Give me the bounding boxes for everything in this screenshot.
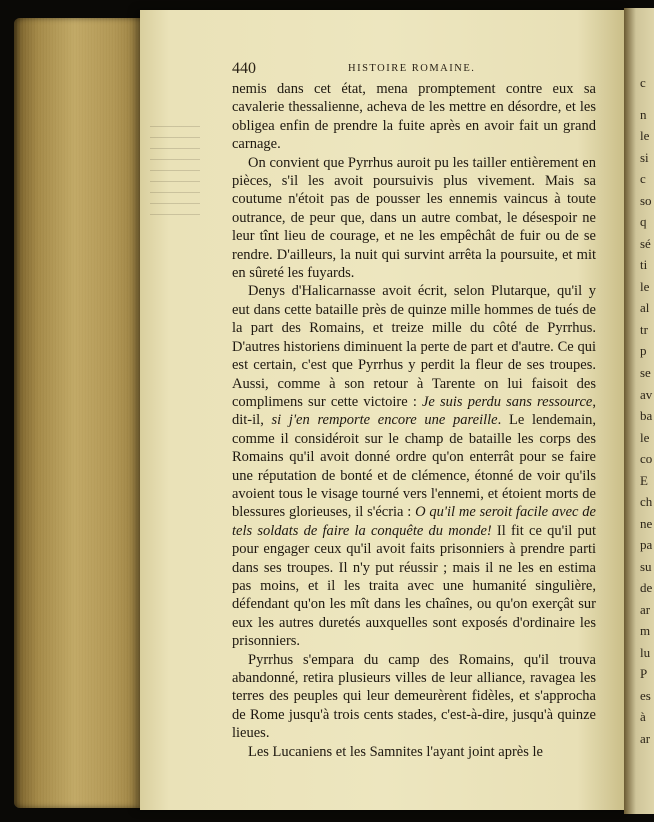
facing-page-fragment: le (640, 279, 650, 294)
facing-page-fragment: ba (640, 408, 653, 423)
facing-page-fragment: le (640, 128, 650, 143)
text-run: nemis dans cet état, mena promptement contre eux sa cavalerie thessalienne, acheva de les mettre en désordre, et les obligea enfin de prendre la fuite après en avoir fait un grand carnage. (232, 81, 596, 153)
facing-page-fragment: c (640, 171, 646, 186)
facing-page-fragment: lu (640, 645, 651, 660)
text-run: On convient que Pyrrhus auroit pu les tailler entièrement en pièces, s'il les avoit poursuivis plus vivement. Mais sa coutume n'étoit pas de pousser les ennemis vaincus à toute outrance, de peur que, dans un autre combat, le désespoir ne leur tînt lieu de courage, et ne les empêchât de fuir ou de se rendre. D'ailleurs, la nuit qui survint arrêta la poursuite, et mit en sûreté les fuyards. (232, 154, 596, 282)
facing-page-fragment: so (640, 193, 652, 208)
facing-page-fragment: al (640, 300, 650, 315)
paragraph (232, 651, 596, 743)
text-run: , dit-il, (232, 393, 596, 429)
facing-page-fragment: pa (640, 537, 653, 552)
text-run: Denys d'Halicarnasse avoit écrit, selon Plutarque, qu'il y eut dans cette bataille près de quinze mille hommes de tués de la part des Romains, et treize mille du côté de Pyrrhus. D'autres historiens diminuent la perte de part et d'autre. Ce qui est certain, c'est que Pyrrhus y perdit la fleur de ses troupes. Aussi, comme à son retour à Tarente on lui faisoit des complimens sur cette victoire : (232, 283, 596, 410)
facing-page-fragment: de (640, 580, 653, 595)
facing-page-fragment: tr (640, 322, 648, 337)
text-run: Pyrrhus s'empara du camp des Romains, qu'il trouva abandonné, retira plusieurs villes de leur alliance, ravagea les terres des peuples qui leur demeurèrent fidèles, et s'approcha de Rome jusqu'à trois cents stades, c'est-à-dire, jusqu'à quinze lieues. (232, 651, 596, 742)
paragraph (232, 80, 596, 154)
facing-page-fragment: co (640, 451, 653, 466)
page-header (232, 60, 594, 79)
facing-page-fragment: ar (640, 731, 651, 746)
bleed-through-text (150, 120, 200, 220)
facing-page-fragment: es (640, 688, 651, 703)
facing-page-fragment: se (640, 365, 651, 380)
italic-quote: Je suis perdu sans ressource (421, 393, 593, 410)
facing-page-fragment: P (640, 666, 648, 681)
paragraph (232, 743, 596, 761)
facing-page-fragment: ne (640, 516, 653, 531)
facing-page-fragment: n (640, 107, 647, 122)
running-title: HISTOIRE ROMAINE. (348, 63, 476, 74)
text-run: . Le lendemain, comme il considéroit sur le champ de bataille les corps des Romains qu'il avoit donné ordre qu'on enterrât pour se faire une réputation de bonté et de clémence, étonné de voir qu'ils avoient tous le visage tourné vers l'ennemi, et étoient morts de blessures glorieuses, il s'écria : (232, 412, 596, 521)
facing-page-fragment: sé (640, 236, 651, 251)
facing-page-fragment: à (640, 709, 646, 724)
facing-page-fragment: su (640, 559, 652, 574)
facing-page-fragment: ti (640, 257, 648, 272)
facing-page-fragment: ar (640, 602, 651, 617)
page-number: 440 (232, 60, 256, 77)
facing-page-edge (624, 8, 654, 814)
facing-page-fragment: E (640, 473, 648, 488)
facing-page-fragment: m (640, 623, 651, 638)
italic-quote: si j'en remporte encore une pareille (271, 412, 498, 429)
italic-quote: O qu'il me seroit facile avec de tels soldats de faire la conquête du monde! (232, 504, 596, 539)
facing-page-fragment: q (640, 214, 647, 229)
text-run: Il fit ce qu'il put pour engager ceux qu'il avoit faits prisonniers à prendre parti dans ses troupes. Il n'y put réussir ; mais il ne les en estima pas moins, et il les traita avec une humanité singulière, défendant qu'on les mît dans les chaînes, ou qu'on exerçât sur eux les autres duretés auxquelles sont exposés d'ordinaire les prisonniers. (232, 522, 596, 650)
facing-page-fragment: c (640, 75, 646, 90)
page-edges (14, 18, 148, 808)
facing-page-fragment: av (640, 387, 653, 402)
facing-page-fragment: le (640, 430, 650, 445)
paragraph (232, 154, 596, 283)
body-text (232, 80, 596, 761)
facing-page-fragment: p (640, 343, 647, 358)
facing-page-fragment: ch (640, 494, 653, 509)
facing-page-fragment: si (640, 150, 649, 165)
text-run: Les Lucaniens et les Samnites l'ayant joint après le (248, 743, 543, 760)
paragraph (232, 282, 596, 650)
